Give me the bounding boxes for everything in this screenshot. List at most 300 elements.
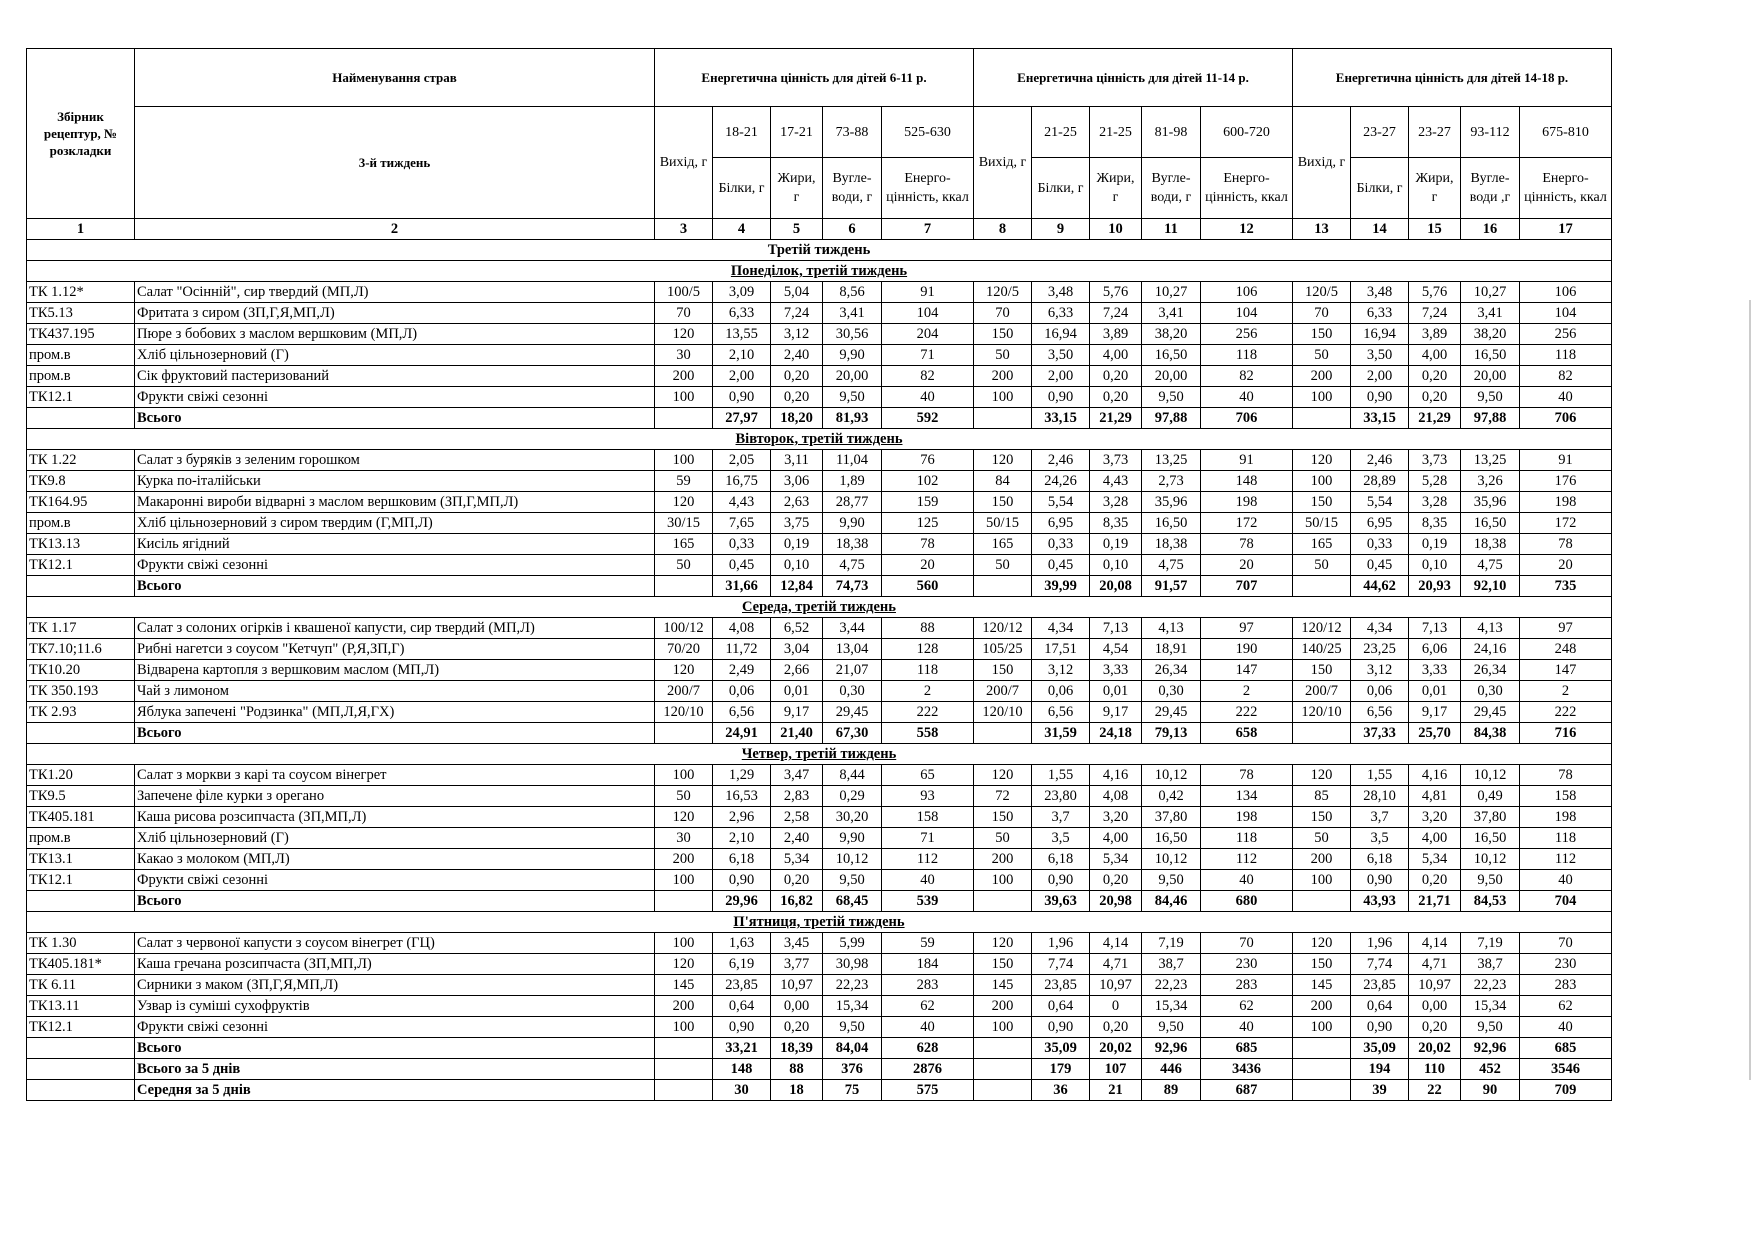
value-cell: 222 [882, 702, 974, 723]
value-cell: 43,93 [1351, 891, 1409, 912]
value-cell: 71 [882, 345, 974, 366]
value-cell: 8,56 [823, 282, 882, 303]
value-cell: 9,50 [823, 387, 882, 408]
range-cell: 675-810 [1520, 107, 1612, 158]
value-cell: 18,38 [823, 534, 882, 555]
value-cell: 147 [1201, 660, 1293, 681]
value-cell: 5,76 [1090, 282, 1142, 303]
value-cell: 2876 [882, 1059, 974, 1080]
value-cell: 90 [1461, 1080, 1520, 1101]
value-cell: 6,06 [1409, 639, 1461, 660]
value-cell: 23,25 [1351, 639, 1409, 660]
value-cell: 0 [1090, 996, 1142, 1017]
value-cell: 37,80 [1461, 807, 1520, 828]
value-cell: 4,43 [713, 492, 771, 513]
value-cell [655, 1059, 713, 1080]
value-cell: 10,27 [1461, 282, 1520, 303]
value-cell: 2,10 [713, 345, 771, 366]
value-cell: 3,48 [1351, 282, 1409, 303]
value-cell: 2,63 [771, 492, 823, 513]
value-cell: 118 [1201, 345, 1293, 366]
value-cell: 148 [713, 1059, 771, 1080]
value-cell: 21,07 [823, 660, 882, 681]
value-cell: 194 [1351, 1059, 1409, 1080]
value-cell: 706 [1520, 408, 1612, 429]
recipe-code [27, 891, 135, 912]
total-row [27, 891, 1612, 912]
value-cell: 30,20 [823, 807, 882, 828]
value-cell: 62 [882, 996, 974, 1017]
nutrient-header: Білки, г [713, 158, 771, 219]
dish-name: Фрукти свіжі сезонні [135, 387, 655, 408]
nutrient-header: Білки, г [1032, 158, 1090, 219]
value-cell: 84,53 [1461, 891, 1520, 912]
recipe-code: ТК12.1 [27, 387, 135, 408]
dish-name: Сирники з маком (ЗП,Г,Я,МП,Л) [135, 975, 655, 996]
table-row [27, 849, 1612, 870]
nutrient-header: Жири, г [1409, 158, 1461, 219]
value-cell: 2,00 [713, 366, 771, 387]
value-cell: 5,76 [1409, 282, 1461, 303]
value-cell: 575 [882, 1080, 974, 1101]
value-cell: 3,33 [1090, 660, 1142, 681]
value-cell: 200 [974, 366, 1032, 387]
recipe-code: ТК164.95 [27, 492, 135, 513]
value-cell: 0,20 [1409, 870, 1461, 891]
value-cell: 716 [1520, 723, 1612, 744]
value-cell: 5,54 [1351, 492, 1409, 513]
value-cell: 0,64 [713, 996, 771, 1017]
value-cell: 20 [882, 555, 974, 576]
value-cell: 6,95 [1351, 513, 1409, 534]
week-label: 3-й тиждень [135, 107, 655, 219]
value-cell: 78 [1201, 765, 1293, 786]
value-cell [655, 891, 713, 912]
value-cell: 100 [974, 387, 1032, 408]
value-cell: 3,50 [1351, 345, 1409, 366]
value-cell: 10,12 [1142, 849, 1201, 870]
value-cell: 100 [1293, 387, 1351, 408]
value-cell: 13,25 [1461, 450, 1520, 471]
value-cell: 9,50 [823, 870, 882, 891]
value-cell: 78 [1520, 534, 1612, 555]
recipe-code [27, 723, 135, 744]
value-cell [655, 1080, 713, 1101]
value-cell: 118 [1520, 345, 1612, 366]
value-cell: 4,16 [1409, 765, 1461, 786]
value-cell: 13,25 [1142, 450, 1201, 471]
recipe-code: ТК437.195 [27, 324, 135, 345]
dish-name: Салат з солоних огірків і квашеної капусти, сир твердий (МП,Л) [135, 618, 655, 639]
value-cell: 150 [1293, 660, 1351, 681]
recipe-code: ТК 6.11 [27, 975, 135, 996]
dish-name: Рибні нагетси з соусом "Кетчуп" (Р,Я,ЗП,Г) [135, 639, 655, 660]
value-cell: 18,38 [1142, 534, 1201, 555]
nutrient-header: Жири, г [771, 158, 823, 219]
value-cell: 35,96 [1461, 492, 1520, 513]
value-cell: 20,00 [1461, 366, 1520, 387]
value-cell: 20,00 [823, 366, 882, 387]
value-cell: 35,09 [1032, 1038, 1090, 1059]
value-cell: 29,45 [1461, 702, 1520, 723]
value-cell: 71 [882, 828, 974, 849]
value-cell: 81,93 [823, 408, 882, 429]
value-cell: 560 [882, 576, 974, 597]
value-cell: 9,50 [1142, 1017, 1201, 1038]
value-cell: 40 [1520, 870, 1612, 891]
value-cell: 38,20 [1142, 324, 1201, 345]
recipe-code: ТК12.1 [27, 555, 135, 576]
value-cell: 0,49 [1461, 786, 1520, 807]
value-cell: 84,38 [1461, 723, 1520, 744]
value-cell: 120 [655, 492, 713, 513]
dish-name: Хліб цільнозерновий (Г) [135, 828, 655, 849]
value-cell: 1,29 [713, 765, 771, 786]
value-cell: 4,08 [713, 618, 771, 639]
value-cell: 0,90 [713, 1017, 771, 1038]
value-cell: 4,00 [1409, 828, 1461, 849]
value-cell: 6,56 [1351, 702, 1409, 723]
value-cell: 100 [655, 765, 713, 786]
value-cell: 6,19 [713, 954, 771, 975]
value-cell: 21,71 [1409, 891, 1461, 912]
value-cell: 4,81 [1409, 786, 1461, 807]
column-number: 16 [1461, 219, 1520, 240]
value-cell: 6,18 [1032, 849, 1090, 870]
value-cell: 190 [1201, 639, 1293, 660]
value-cell: 3,41 [823, 303, 882, 324]
value-cell: 40 [1520, 387, 1612, 408]
value-cell: 29,96 [713, 891, 771, 912]
value-cell: 68,45 [823, 891, 882, 912]
recipe-code: ТК405.181 [27, 807, 135, 828]
day-title: Вівторок, третій тиждень [27, 429, 1612, 450]
value-cell: 158 [882, 807, 974, 828]
value-cell: 25,70 [1409, 723, 1461, 744]
value-cell: 150 [974, 492, 1032, 513]
value-cell: 0,45 [1351, 555, 1409, 576]
value-cell: 0,06 [1351, 681, 1409, 702]
table-row [27, 996, 1612, 1017]
value-cell: 3,7 [1351, 807, 1409, 828]
dish-name: Всього [135, 408, 655, 429]
value-cell: 38,7 [1461, 954, 1520, 975]
recipe-code: пром.в [27, 366, 135, 387]
value-cell: 159 [882, 492, 974, 513]
value-cell: 40 [1520, 1017, 1612, 1038]
value-cell: 70 [655, 303, 713, 324]
recipe-code: ТК7.10;11.6 [27, 639, 135, 660]
value-cell: 30 [655, 828, 713, 849]
value-cell: 7,65 [713, 513, 771, 534]
value-cell [655, 576, 713, 597]
value-cell: 150 [1293, 954, 1351, 975]
value-cell: 3,50 [1032, 345, 1090, 366]
value-cell: 1,89 [823, 471, 882, 492]
value-cell: 110 [1409, 1059, 1461, 1080]
value-cell: 13,55 [713, 324, 771, 345]
value-cell: 4,54 [1090, 639, 1142, 660]
value-cell: 15,34 [1142, 996, 1201, 1017]
value-cell: 0,20 [1090, 1017, 1142, 1038]
value-cell: 3,5 [1351, 828, 1409, 849]
value-cell: 30/15 [655, 513, 713, 534]
value-cell: 3,20 [1409, 807, 1461, 828]
value-cell: 28,77 [823, 492, 882, 513]
value-cell: 3,48 [1032, 282, 1090, 303]
value-cell: 709 [1520, 1080, 1612, 1101]
value-cell: 9,17 [1090, 702, 1142, 723]
value-cell: 128 [882, 639, 974, 660]
column-number: 1 [27, 219, 135, 240]
value-cell: 120 [655, 807, 713, 828]
nutrient-header: Вугле-води ,г [1461, 158, 1520, 219]
value-cell: 40 [1201, 870, 1293, 891]
value-cell: 35,09 [1351, 1038, 1409, 1059]
table-row [27, 555, 1612, 576]
value-cell: 4,71 [1409, 954, 1461, 975]
table-row [27, 681, 1612, 702]
value-cell: 15,34 [823, 996, 882, 1017]
table-row [27, 303, 1612, 324]
value-cell: 50 [655, 786, 713, 807]
value-cell: 23,80 [1032, 786, 1090, 807]
value-cell: 4,13 [1142, 618, 1201, 639]
value-cell: 16,50 [1142, 345, 1201, 366]
value-cell: 17,51 [1032, 639, 1090, 660]
value-cell: 84,46 [1142, 891, 1201, 912]
dish-name: Пюре з бобових з маслом вершковим (МП,Л) [135, 324, 655, 345]
value-cell: 1,96 [1351, 933, 1409, 954]
value-cell: 200 [655, 849, 713, 870]
value-cell: 39 [1351, 1080, 1409, 1101]
value-cell: 10,12 [1461, 849, 1520, 870]
value-cell: 145 [1293, 975, 1351, 996]
value-cell: 3,41 [1142, 303, 1201, 324]
value-cell: 82 [1201, 366, 1293, 387]
value-cell: 67,30 [823, 723, 882, 744]
recipe-code: пром.в [27, 828, 135, 849]
dish-name: Запечене філе курки з орегано [135, 786, 655, 807]
range-cell: 23-27 [1409, 107, 1461, 158]
value-cell: 172 [1520, 513, 1612, 534]
value-cell: 107 [1090, 1059, 1142, 1080]
value-cell: 18,20 [771, 408, 823, 429]
recipe-code: ТК405.181* [27, 954, 135, 975]
value-cell: 20,98 [1090, 891, 1142, 912]
dish-name: Відварена картопля з вершковим маслом (МП,Л) [135, 660, 655, 681]
range-cell: 93-112 [1461, 107, 1520, 158]
value-cell: 100 [974, 1017, 1032, 1038]
value-cell: 125 [882, 513, 974, 534]
value-cell: 20,00 [1142, 366, 1201, 387]
value-cell: 21 [1090, 1080, 1142, 1101]
dish-name: Всього [135, 1038, 655, 1059]
value-cell: 248 [1520, 639, 1612, 660]
nutrient-header: Білки, г [1351, 158, 1409, 219]
value-cell: 84,04 [823, 1038, 882, 1059]
dish-name: Каша рисова розсипчаста (ЗП,МП,Л) [135, 807, 655, 828]
value-cell: 6,33 [1351, 303, 1409, 324]
value-cell: 200 [974, 849, 1032, 870]
value-cell: 5,34 [1409, 849, 1461, 870]
value-cell: 22 [1409, 1080, 1461, 1101]
value-cell: 39,99 [1032, 576, 1090, 597]
value-cell: 50 [1293, 555, 1351, 576]
value-cell: 0,90 [1032, 387, 1090, 408]
group-11-14-title: Енергетична цінність для дітей 11-14 р. [974, 49, 1293, 107]
value-cell: 3,73 [1409, 450, 1461, 471]
value-cell: 16,50 [1461, 828, 1520, 849]
range-cell: 23-27 [1351, 107, 1409, 158]
value-cell: 0,33 [1032, 534, 1090, 555]
value-cell: 283 [1520, 975, 1612, 996]
value-cell: 97,88 [1461, 408, 1520, 429]
value-cell: 2,49 [713, 660, 771, 681]
value-cell: 9,17 [1409, 702, 1461, 723]
value-cell: 120 [1293, 450, 1351, 471]
value-cell: 120/10 [974, 702, 1032, 723]
value-cell: 11,72 [713, 639, 771, 660]
value-cell: 6,33 [1032, 303, 1090, 324]
value-cell: 4,08 [1090, 786, 1142, 807]
recipe-code [27, 576, 135, 597]
value-cell: 22,23 [1142, 975, 1201, 996]
dish-name: Каша гречана розсипчаста (ЗП,МП,Л) [135, 954, 655, 975]
day-title-row [27, 597, 1612, 618]
value-cell: 3,7 [1032, 807, 1090, 828]
group-6-11-title: Енергетична цінність для дітей 6-11 р. [655, 49, 974, 107]
dish-name: Фрукти свіжі сезонні [135, 870, 655, 891]
summary-row [27, 1059, 1612, 1080]
table-row [27, 471, 1612, 492]
value-cell: 84 [974, 471, 1032, 492]
range-cell: 21-25 [1032, 107, 1090, 158]
value-cell: 0,20 [1090, 870, 1142, 891]
value-cell: 376 [823, 1059, 882, 1080]
value-cell: 2,66 [771, 660, 823, 681]
value-cell: 21,40 [771, 723, 823, 744]
value-cell: 4,75 [1461, 555, 1520, 576]
value-cell: 680 [1201, 891, 1293, 912]
dish-name: Середня за 5 днів [135, 1080, 655, 1101]
value-cell: 1,96 [1032, 933, 1090, 954]
table-row [27, 786, 1612, 807]
value-cell [974, 1080, 1032, 1101]
value-cell: 0,90 [713, 870, 771, 891]
value-cell: 30,56 [823, 324, 882, 345]
value-cell: 36 [1032, 1080, 1090, 1101]
value-cell: 6,18 [713, 849, 771, 870]
value-cell: 4,71 [1090, 954, 1142, 975]
value-cell: 687 [1201, 1080, 1293, 1101]
value-cell: 9,50 [1461, 870, 1520, 891]
range-cell: 525-630 [882, 107, 974, 158]
column-number: 15 [1409, 219, 1461, 240]
table-row [27, 828, 1612, 849]
value-cell [1293, 576, 1351, 597]
value-cell: 172 [1201, 513, 1293, 534]
recipe-code: ТК9.5 [27, 786, 135, 807]
value-cell: 65 [882, 765, 974, 786]
table-row [27, 387, 1612, 408]
value-cell: 105/25 [974, 639, 1032, 660]
value-cell: 11,04 [823, 450, 882, 471]
value-cell: 0,01 [1409, 681, 1461, 702]
value-cell: 0,33 [1351, 534, 1409, 555]
dish-name: Чай з лимоном [135, 681, 655, 702]
recipe-code: ТК12.1 [27, 870, 135, 891]
value-cell: 446 [1142, 1059, 1201, 1080]
nutrient-header: Енерго-цінність, ккал [1520, 158, 1612, 219]
value-cell: 62 [1520, 996, 1612, 1017]
value-cell: 16,82 [771, 891, 823, 912]
value-cell: 0,19 [1090, 534, 1142, 555]
value-cell: 2 [1520, 681, 1612, 702]
value-cell: 16,50 [1461, 513, 1520, 534]
column-number: 6 [823, 219, 882, 240]
value-cell: 2,05 [713, 450, 771, 471]
value-cell: 50 [974, 345, 1032, 366]
value-cell: 97 [1520, 618, 1612, 639]
value-cell: 147 [1520, 660, 1612, 681]
value-cell: 120 [1293, 765, 1351, 786]
value-cell: 26,34 [1461, 660, 1520, 681]
value-cell: 9,90 [823, 828, 882, 849]
value-cell: 31,66 [713, 576, 771, 597]
value-cell: 9,50 [1142, 870, 1201, 891]
value-cell: 0,90 [1032, 1017, 1090, 1038]
value-cell: 16,94 [1351, 324, 1409, 345]
value-cell: 628 [882, 1038, 974, 1059]
value-cell: 200 [655, 366, 713, 387]
value-cell: 0,20 [1090, 387, 1142, 408]
value-cell: 4,43 [1090, 471, 1142, 492]
value-cell: 0,06 [713, 681, 771, 702]
value-cell: 148 [1201, 471, 1293, 492]
day-title: Четвер, третій тиждень [27, 744, 1612, 765]
value-cell [1293, 1080, 1351, 1101]
value-cell: 5,34 [1090, 849, 1142, 870]
value-cell: 0,90 [1032, 870, 1090, 891]
recipe-code: ТК 2.93 [27, 702, 135, 723]
yield-header: Вихід, г [974, 107, 1032, 219]
value-cell: 0,29 [823, 786, 882, 807]
recipe-code: пром.в [27, 513, 135, 534]
value-cell: 0,90 [1351, 1017, 1409, 1038]
value-cell: 592 [882, 408, 974, 429]
value-cell: 150 [974, 660, 1032, 681]
column-number: 13 [1293, 219, 1351, 240]
value-cell [1293, 1059, 1351, 1080]
value-cell: 7,24 [1090, 303, 1142, 324]
value-cell: 3,73 [1090, 450, 1142, 471]
value-cell: 5,04 [771, 282, 823, 303]
value-cell: 33,21 [713, 1038, 771, 1059]
recipe-code: ТК5.13 [27, 303, 135, 324]
value-cell: 9,90 [823, 345, 882, 366]
dish-name: Хліб цільнозерновий з сиром твердим (Г,МП,Л) [135, 513, 655, 534]
value-cell: 13,04 [823, 639, 882, 660]
value-cell: 6,95 [1032, 513, 1090, 534]
value-cell: 37,33 [1351, 723, 1409, 744]
range-cell: 17-21 [771, 107, 823, 158]
value-cell: 0,20 [1409, 1017, 1461, 1038]
value-cell: 3,09 [713, 282, 771, 303]
value-cell: 2,40 [771, 828, 823, 849]
value-cell: 82 [882, 366, 974, 387]
value-cell: 30 [713, 1080, 771, 1101]
